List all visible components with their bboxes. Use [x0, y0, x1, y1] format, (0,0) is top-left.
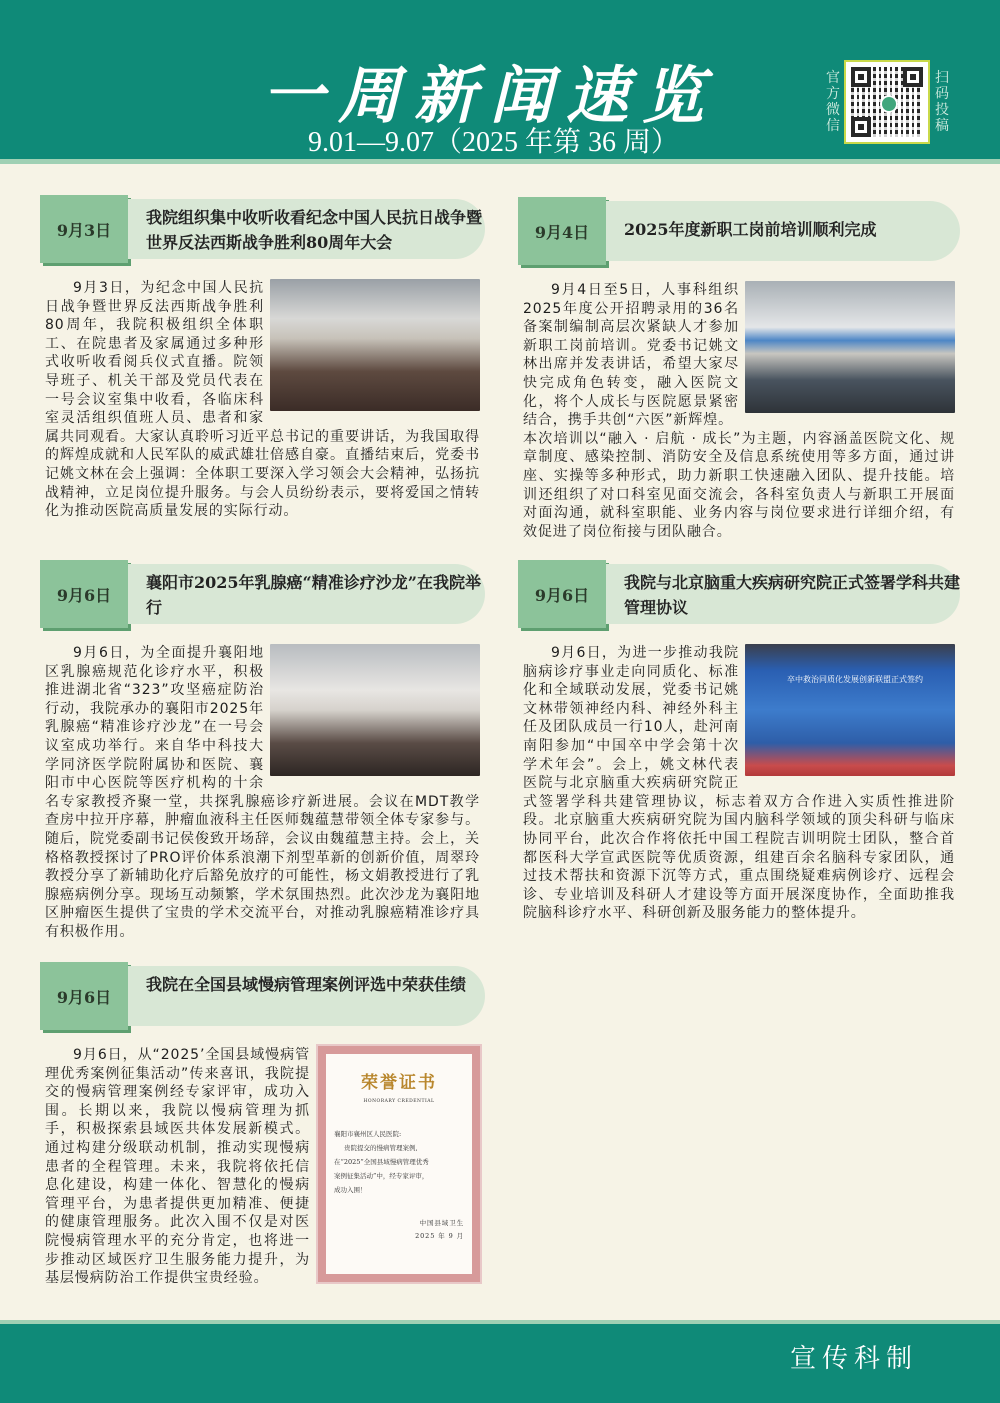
cert-line: 在“2025”全国县域慢病管理优秀	[334, 1158, 429, 1167]
news-body: 9月6日，为全面提升襄阳地区乳腺癌规范化诊疗水平，积极推进湖北省“323”攻坚癌症防治行动，我院承办的襄阳市2025年乳腺癌“精准诊疗沙龙”在一号会议室成功举行。来自华中科技大学同济医学院附属协和医院、襄阳市中心医院等医疗机构的十余名专家教授齐聚一堂，共探乳腺癌诊疗新进展。会议在MDT教学查房中拉开序幕，肿瘤血液科主任医师魏蕴慧带领全体专家参与。随后，院党委副书记侯俊致开场辞，会议由魏蕴慧主持。会上，关格格教授探讨了PRO评价体系浪潮下剂型革新的创新价值，周翠玲教授分享了新辅助化疗后豁免放疗的可能性，杨文娟教授进行了乳腺癌病例分享。现场互动频繁，学术氛围热烈。此次沙龙为襄阳地区肿瘤医生提供了宝贵的学术交流平台，对推动乳腺癌精准诊疗具有积极作用。	[45, 645, 480, 940]
photo-banner-text: 卒中救治同质化发展创新联盟正式签约	[787, 675, 923, 684]
news-title: 我院组织集中收听收看纪念中国人民抗日战争暨世界反法西斯战争胜利80周年大会	[128, 199, 485, 259]
cert-recipient: 襄阳市襄州区人民医院:	[334, 1130, 402, 1139]
news-body: 9月6日，为进一步推动我院脑病诊疗事业走向同质化、标准化和全域联动发展，党委书记姚文林带领神经内科、神经外科主任及团队成员一行10人，赴河南南阳参加“中国卒中学会第十次学术年会”。会上，姚文林代表医院与北京脑重大疾病研究院正式签署学科共建管理协议，标志着双方合作进入实质性推进阶段。北京脑重大疾病研究院为国内脑科学领域的顶尖科研与临床协同平台，此次合作将依托中国工程院吉训明院士团队，整合首都医科大学宣武医院等优质资源，组建百余名脑科专家团队，通过技术帮扶和资源下沉等方式，重点围绕疑难病例诊疗、远程会诊、专业培训及科研人才建设等方面开展深度协作，全面助推我院脑科诊疗水平、科研创新及服务能力的整体提升。	[523, 645, 955, 922]
news-photo	[270, 279, 480, 411]
news-date: 9月6日	[40, 962, 128, 1030]
hospital-logo-icon	[880, 95, 898, 113]
page-header	[0, 0, 1000, 164]
footer-credit: 宣传科制	[790, 1344, 919, 1374]
qr-label-right: 扫码投稿	[935, 70, 949, 134]
news-item	[40, 560, 485, 942]
news-title: 我院在全国县域慢病管理案例评选中荣获佳绩	[128, 966, 485, 1026]
news-body: 9月3日，为纪念中国人民抗日战争暨世界反法西斯战争胜利80周年，我院积极组织全体职工、在院患者及家属通过多种形式收听收看阅兵仪式直播。院领导班子、机关干部及党员代表在一号会议室集中收看，各临床科室灵活组织值班人员、患者和家属共同观看。大家认真聆听习近平总书记的重要讲话，为我国取得的辉煌成就和人民军队的威武雄壮倍感自豪。直播结束后，党委书记姚文林在会上强调：全体职工要深入学习领会大会精神，弘扬抗战精神，立足岗位提升服务。与会人员纷纷表示，要将爱国之情转化为推动医院高质量发展的实际行动。	[45, 280, 480, 520]
news-item	[40, 195, 485, 521]
news-item	[40, 962, 485, 1288]
cert-date: 2025 年 9 月	[415, 1232, 464, 1241]
news-body: 9月4日至5日，人事科组织2025年度公开招聘录用的36名备案制编制高层次紧缺人才参加新职工岗前培训。党委书记姚文林出席并发表讲话，希望大家尽快完成角色转变，融入医院文化，将个人成长与医院愿景紧密结合，携手共创“六医”新辉煌。	[523, 282, 739, 429]
news-body-continued: 本次培训以“融入 · 启航 · 成长”为主题，内容涵盖医院文化、规章制度、感染控制、消防安全及信息系统使用等多方面，通过讲座、实操等多种形式，助力新职工快速融入团队、提升技能。培训还组织了对口科室见面交流会，各科室负责人与新职工开展面对面沟通，就科室职能、业务内容与岗位要求进行详细介绍，有效促进了岗位衔接与团队融合。	[523, 430, 955, 540]
news-body: 9月6日，从“2025’全国县域慢病管理优秀案例征集活动”传来喜讯，我院提交的慢病管理案例经专家评审，成功入围。长期以来，我院以慢病管理为抓手，积极探索县域医共体发展新模式。通过构建分级联动机制，推动实现慢病患者的全程管理。未来，我院将依托信息化建设，构建一体化、智慧化的慢病管理平台，为患者提供更加精准、便捷的健康管理服务。此次入围不仅是对医院慢病管理水平的充分肯定，也将进一步推动区域医疗卫生服务能力提升，为基层慢病防治工作提供宝贵经验。	[45, 1047, 310, 1287]
news-item	[518, 560, 960, 923]
honor-certificate	[318, 1046, 480, 1282]
cert-title: 荣誉证书	[361, 1073, 437, 1093]
news-title: 襄阳市2025年乳腺癌“精准诊疗沙龙”在我院举行	[128, 564, 485, 624]
cert-subtitle: HONORARY CREDENTIAL	[363, 1098, 435, 1104]
news-photo	[270, 644, 480, 776]
news-title: 2025年度新职工岗前培训顺利完成	[606, 201, 960, 261]
qr-label-left: 官方微信	[826, 70, 840, 134]
news-date: 9月3日	[40, 195, 128, 263]
news-title: 我院与北京脑重大疾病研究院正式签署学科共建管理协议	[606, 564, 960, 624]
page-footer	[0, 1320, 1000, 1403]
news-photo	[745, 644, 955, 776]
cert-line: 案例征集活动”中，经专家评审，	[334, 1172, 429, 1181]
cert-line: 成功入围！	[334, 1186, 367, 1195]
cert-line: 贵院提交的慢病管理案例,	[344, 1144, 418, 1153]
cert-issuer: 中国县域卫生	[419, 1219, 464, 1228]
news-date: 9月6日	[40, 560, 128, 628]
qr-pattern-icon	[851, 67, 923, 137]
news-item	[518, 197, 960, 541]
news-photo	[745, 281, 955, 413]
news-date: 9月6日	[518, 560, 606, 628]
news-date: 9月4日	[518, 197, 606, 265]
page-title: 一周新闻速览	[262, 59, 719, 132]
qr-code[interactable]	[844, 60, 930, 144]
week-range: 9.01—9.07（2025 年第 36 周）	[308, 127, 680, 158]
